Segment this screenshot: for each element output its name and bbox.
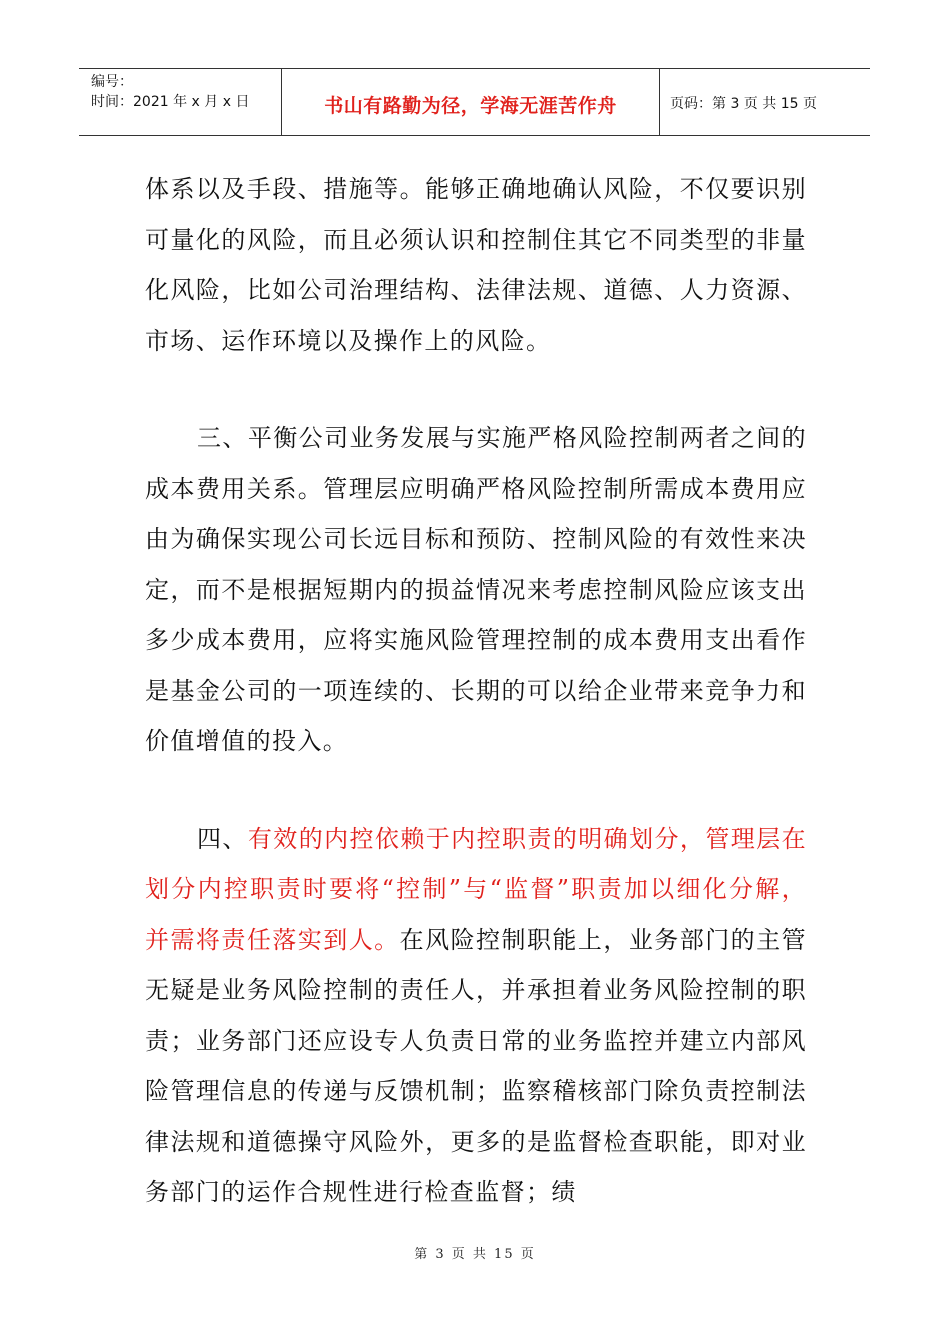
paragraph-continued: 体系以及手段、措施等。能够正确地确认风险，不仅要识别可量化的风险，而且必须认识和控制住其它不同类型的非量化风险，比如公司治理结构、法律法规、道德、人力资源、市场、运作环境以及操作上的风险。 (145, 175, 807, 355)
document-time-label: 时间：2021 年 x 月 x 日 (91, 94, 250, 110)
header-motto: 书山有路勤为径，学海无涯苦作舟 (282, 69, 660, 135)
page-footer: 第 3 页 共 15 页 (414, 1247, 536, 1262)
paragraph-four-lead: 四、 (197, 824, 248, 853)
page-header (79, 68, 870, 136)
paragraph-three-text: 三、平衡公司业务发展与实施严格风险控制两者之间的成本费用关系。管理层应明确严格风险控制所需成本费用应由为确保实现公司长远目标和预防、控制风险的有效性来决定，而不是根据短期内的损益情况来考虑控制风险应该支出多少成本费用，应将实施风险管理控制的成本费用支出看作是基金公司的一项连续的、长期的可以给企业带来竞争力和价值增值的投入。 (145, 424, 807, 755)
document-body (145, 164, 807, 1218)
document-number-label: 编号： (91, 74, 133, 90)
highlighted-text: 有效的内控依赖于内控职责的明确划分，管理层在划分内控职责时要将“控制”与“监督”职责加以细化分解，并需将责任落实到人。 (145, 824, 807, 954)
paragraph-three (145, 413, 807, 767)
header-meta (79, 69, 282, 135)
header-page-number: 页码：第 3 页 共 15 页 (670, 96, 817, 112)
paragraph-four (145, 814, 807, 1218)
paragraph-four-text: 在风险控制职能上，业务部门的主管无疑是业务风险控制的责任人，并承担着业务风险控制的职责；业务部门还应设专人负责日常的业务监控并建立内部风险管理信息的传递与反馈机制；监察稽核部门除负责控制法律法规和道德操守风险外，更多的是监督检查职能，即对业务部门的运作合规性进行检查监督；绩 (145, 925, 807, 1206)
